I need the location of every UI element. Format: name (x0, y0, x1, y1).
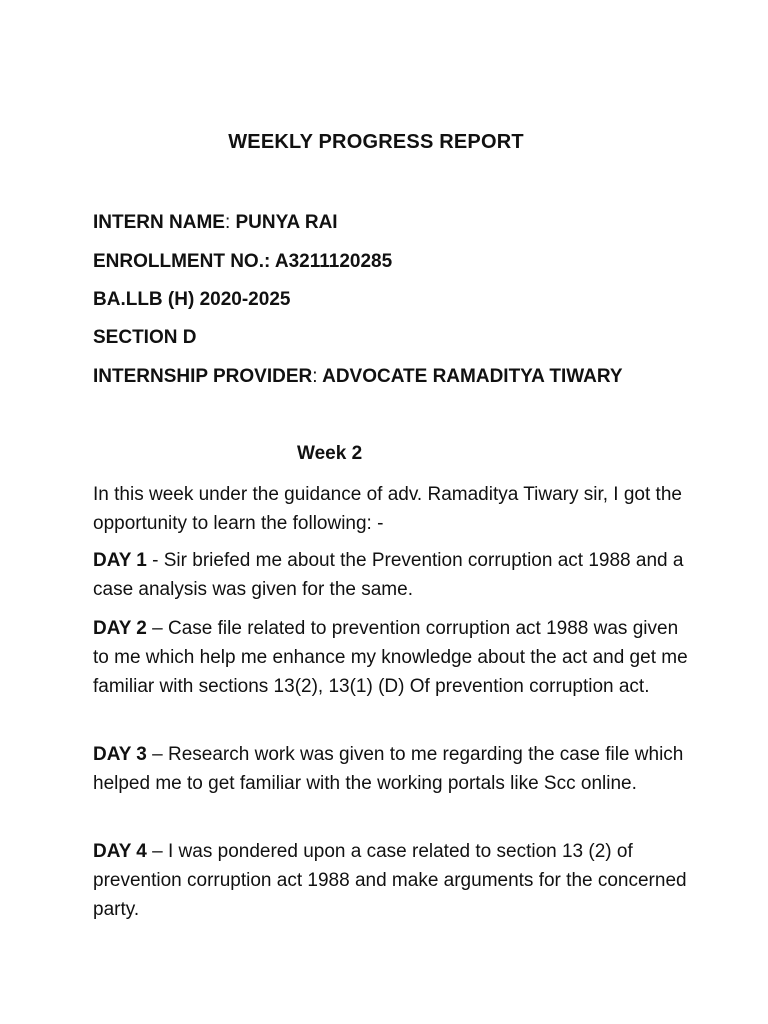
section-line: SECTION D (93, 327, 197, 348)
day-1-paragraph (93, 546, 693, 604)
day-4-paragraph (93, 837, 693, 924)
report-title: WEEKLY PROGRESS REPORT (228, 131, 524, 153)
day-2-label: DAY 2 (93, 618, 147, 639)
program-line: BA.LLB (H) 2020-2025 (93, 289, 291, 310)
provider-line (93, 366, 623, 388)
intern-name-label: INTERN NAME (93, 212, 225, 233)
day-3-paragraph (93, 740, 693, 798)
day-1-label: DAY 1 (93, 550, 147, 571)
provider-value: ADVOCATE RAMADITYA TIWARY (317, 366, 623, 387)
week-heading: Week 2 (297, 443, 363, 464)
day-3-text: – Research work was given to me regarding the case file which helped me to get familiar with the working portals like Scc online. (93, 744, 684, 794)
provider-separator: : (312, 366, 318, 387)
provider-label: INTERNSHIP PROVIDER (93, 366, 313, 387)
day-4-text: – I was pondered upon a case related to section 13 (2) of prevention corruption act 1988 and make arguments for the concerned party. (93, 841, 687, 920)
intern-name-value: PUNYA RAI (230, 212, 338, 233)
intern-name-separator: : (224, 212, 231, 233)
day-2-text: – Case file related to prevention corruption act 1988 was given to me which help me enhance my knowledge about the act and get me familiar with sections 13(2), 13(1) (D) Of prevention corruption act. (93, 618, 688, 697)
intro-paragraph: In this week under the guidance of adv. Ramaditya Tiwary sir, I got the opportunity to learn the following: - (93, 484, 682, 534)
enrollment-line: ENROLLMENT NO.: A3211120285 (93, 251, 393, 272)
intern-name-line (93, 212, 338, 234)
day-1-text: - Sir briefed me about the Prevention corruption act 1988 and a case analysis was given for the same. (93, 550, 684, 600)
day-4-label: DAY 4 (93, 841, 147, 862)
day-3-label: DAY 3 (93, 744, 147, 765)
day-2-paragraph (93, 614, 693, 701)
